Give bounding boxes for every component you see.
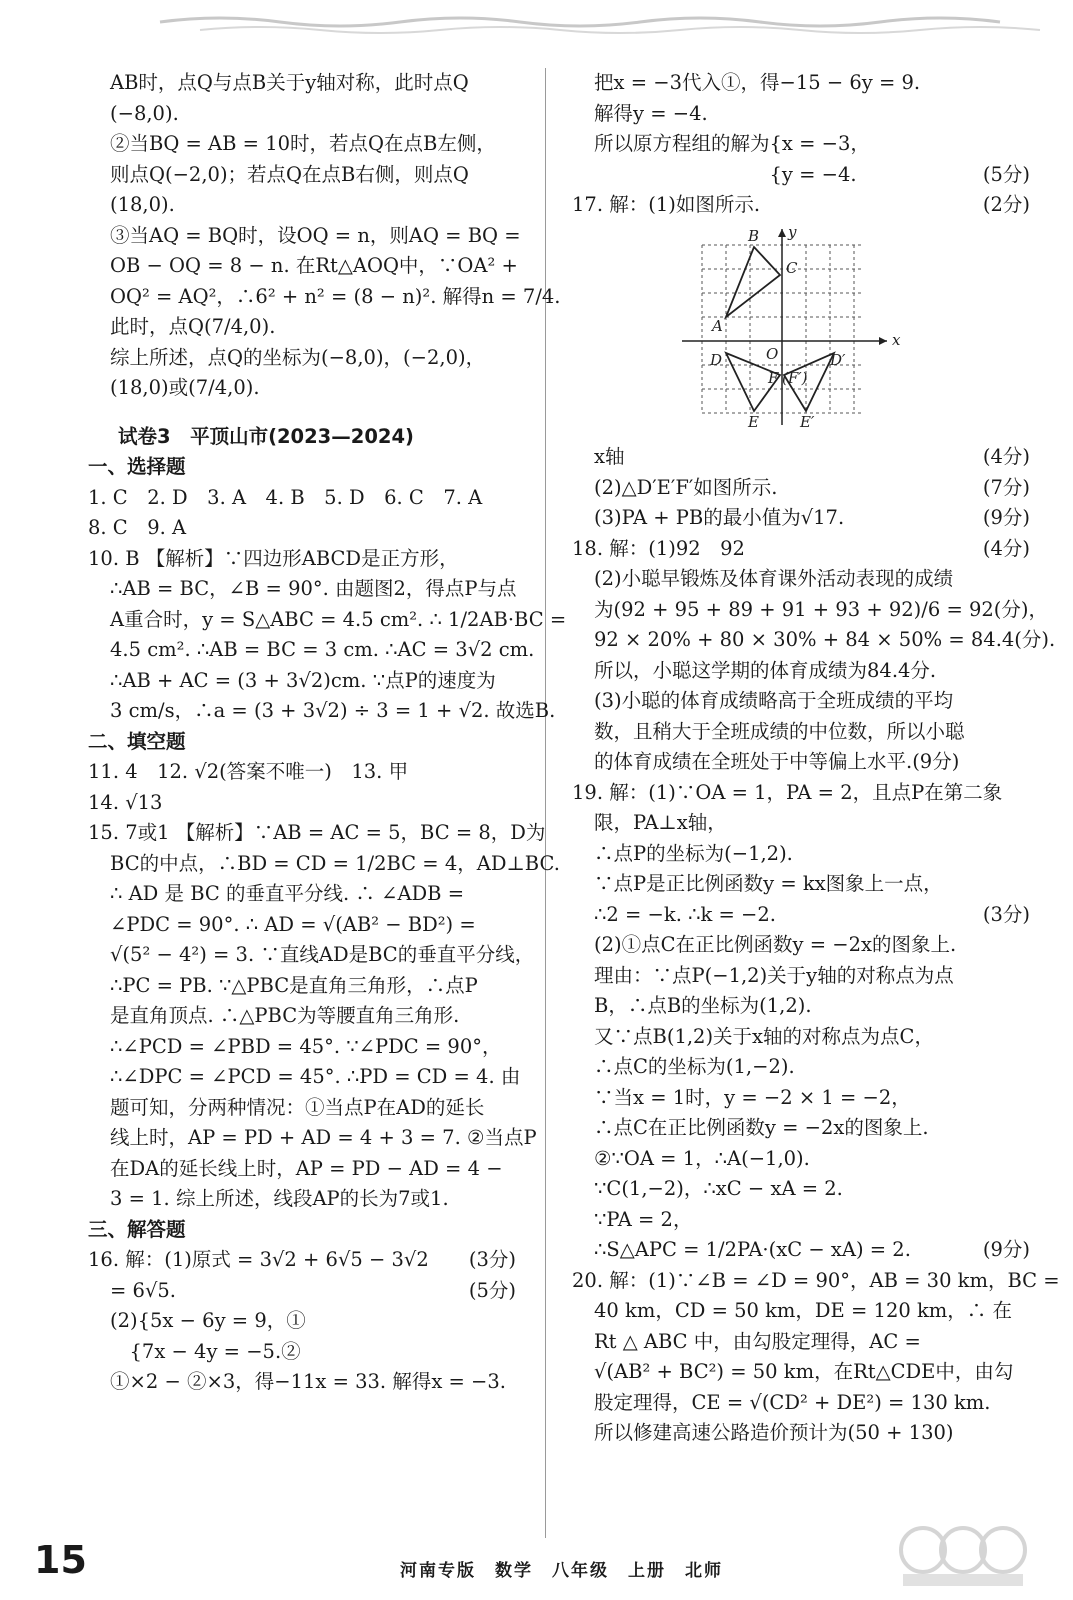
line-text: ∴AB + AC = (3 + 3√2)cm. ∵点P的速度为 bbox=[110, 668, 496, 692]
text-line bbox=[572, 686, 1030, 717]
text-line bbox=[88, 1123, 537, 1154]
line-text: 三、解答题 bbox=[88, 1217, 186, 1241]
score-mark: (5分) bbox=[468, 1278, 516, 1302]
text-line bbox=[572, 1327, 1030, 1358]
text-line bbox=[572, 1144, 1030, 1175]
text-line bbox=[572, 160, 1030, 191]
text-line bbox=[572, 534, 1030, 565]
line-text: ③当AQ = BQ时，设OQ = n，则AQ = BQ = bbox=[110, 223, 521, 247]
text-line bbox=[88, 1184, 516, 1215]
text-line bbox=[88, 1337, 516, 1368]
line-text: 又∵点B(1,2)关于x轴的对称点为点C， bbox=[594, 1024, 934, 1048]
text-line bbox=[572, 503, 1030, 534]
line-text: ∠PDC = 90°. ∴ AD = √(AB² − BD²) = bbox=[110, 912, 476, 936]
line-text: {y = −4. bbox=[594, 162, 857, 186]
text-line bbox=[572, 991, 1030, 1022]
line-text: 是直角顶点. ∴△PBC为等腰直角三角形. bbox=[110, 1004, 460, 1027]
text-line bbox=[88, 1093, 516, 1124]
score-mark: (3分) bbox=[982, 902, 1030, 926]
line-text: 数，且稍大于全班成绩的中位数，所以小聪 bbox=[594, 719, 965, 743]
text-line bbox=[88, 452, 516, 483]
label-x-axis: x bbox=[892, 330, 901, 349]
line-text: 线上时，AP = PD + AD = 4 + 3 = 7. ②当点P bbox=[110, 1126, 537, 1149]
line-text: 所以修建高速公路造价预计为(50 + 130) bbox=[594, 1421, 954, 1444]
line-text: ∴∠DPC = ∠PCD = 45°. ∴PD = CD = 4. 由 bbox=[110, 1065, 521, 1088]
text-line bbox=[88, 696, 556, 727]
line-text: 15. 7或1 【解析】∵AB = AC = 5，BC = 8，D为 bbox=[88, 821, 546, 844]
text-line bbox=[572, 129, 1030, 160]
label-F: F bbox=[768, 368, 779, 387]
text-line bbox=[88, 666, 516, 697]
line-text: (2){5x − 6y = 9，① bbox=[110, 1309, 306, 1332]
label-B: B bbox=[748, 226, 760, 245]
score-mark: (4分) bbox=[982, 536, 1030, 560]
line-text: 20. 解：(1)∵∠B = ∠D = 90°，AB = 30 km，BC = bbox=[572, 1268, 1060, 1292]
line-text: ∵PA = 2， bbox=[594, 1207, 693, 1231]
text-line bbox=[88, 849, 560, 880]
line-text: 16. 解：(1)原式 = 3√2 + 6√5 − 3√2 bbox=[88, 1248, 429, 1271]
line-text: (3)PA + PB的最小值为√17. bbox=[594, 506, 845, 529]
label-O: O bbox=[766, 344, 779, 363]
line-text: 在DA的延长线上时，AP = PD − AD = 4 − bbox=[110, 1156, 503, 1180]
line-text: ②当BQ = AB = 10时，若点Q在点B左侧， bbox=[110, 132, 496, 155]
text-line bbox=[572, 1296, 1030, 1327]
score-mark: (3分) bbox=[468, 1248, 516, 1271]
text-line bbox=[88, 544, 516, 575]
text-line bbox=[572, 1235, 1030, 1266]
text-line bbox=[88, 373, 516, 404]
text-line bbox=[572, 961, 1030, 992]
line-text: 11. 4 12. √2(答案不唯一) 13. 甲 bbox=[88, 760, 409, 783]
line-text: 4.5 cm². ∴AB = BC = 3 cm. ∴AC = 3√2 cm. bbox=[110, 638, 535, 661]
line-text: (2)小聪早锻炼及体育课外活动表现的成绩 bbox=[594, 567, 954, 590]
line-text: ∴点C在正比例函数y = −2x的图象上. bbox=[594, 1116, 929, 1139]
text-line bbox=[88, 99, 516, 130]
line-text: 为(92 + 95 + 89 + 91 + 93 + 92)/6 = 92(分)， bbox=[594, 597, 1049, 621]
text-line bbox=[572, 564, 1030, 595]
text-line bbox=[88, 1276, 516, 1307]
text-line bbox=[88, 605, 567, 636]
line-text: {7x − 4y = −5.② bbox=[110, 1339, 301, 1363]
line-text: 所以，小聪这学期的体育成绩为84.4分. bbox=[594, 658, 937, 682]
line-text: ①×2 − ②×3，得−11x = 33. 解得x = −3. bbox=[110, 1370, 506, 1393]
line-text: (3)小聪的体育成绩略高于全班成绩的平均 bbox=[594, 689, 954, 712]
line-text: ∴2 = −k. ∴k = −2. bbox=[594, 902, 777, 926]
left-column bbox=[88, 68, 567, 1398]
text-line bbox=[88, 343, 516, 374]
text-line bbox=[88, 251, 516, 282]
label-C: C bbox=[786, 258, 798, 277]
line-text: OQ² = AQ²，∴6² + n² = (8 − n)². 解得n = 7/4. bbox=[110, 284, 561, 308]
text-line bbox=[572, 473, 1030, 504]
line-text: 二、填空题 bbox=[88, 729, 186, 753]
text-line bbox=[572, 442, 1030, 473]
label-E: E bbox=[748, 412, 759, 431]
text-line bbox=[572, 747, 1030, 778]
text-line bbox=[88, 129, 516, 160]
line-text: ∴ AD 是 BC 的垂直平分线. ∴ ∠ADB = bbox=[110, 882, 465, 905]
score-mark: (9分) bbox=[982, 1238, 1030, 1261]
text-line bbox=[572, 68, 1030, 99]
line-text: ②∵OA = 1，∴A(−1,0). bbox=[594, 1146, 810, 1170]
line-text: 18. 解：(1)92 92 bbox=[572, 536, 745, 560]
line-text: 19. 解：(1)∵OA = 1，PA = 2，且点P在第二象 bbox=[572, 780, 1003, 804]
text-line bbox=[88, 1367, 516, 1398]
text-line bbox=[88, 757, 516, 788]
label-F-prime: (F′) bbox=[782, 368, 808, 387]
line-text: 10. B 【解析】∵四边形ABCD是正方形， bbox=[88, 546, 459, 570]
label-D: D bbox=[710, 350, 723, 369]
line-text: x轴 bbox=[594, 445, 625, 468]
line-text: √(5² − 4²) = 3. ∵直线AD是BC的垂直平分线， bbox=[110, 943, 535, 966]
text-line bbox=[572, 1266, 1060, 1297]
line-text: A重合时，y = S△ABC = 4.5 cm². ∴ 1/2AB·BC = bbox=[110, 607, 567, 631]
text-line bbox=[88, 221, 521, 252]
line-text: 92 × 20% + 80 × 30% + 84 × 50% = 84.4(分). bbox=[594, 628, 1056, 651]
text-line bbox=[572, 900, 1030, 931]
label-y-axis: y bbox=[788, 222, 797, 241]
line-text: 题可知，分两种情况：①当点P在AD的延长 bbox=[110, 1095, 485, 1119]
line-text: (−8,0). bbox=[110, 101, 179, 125]
line-text: 则点Q(−2,0)；若点Q在点B右侧，则点Q bbox=[110, 162, 469, 186]
line-text: OB − OQ = 8 − n. 在Rt△AOQ中，∵OA² + bbox=[110, 254, 518, 277]
text-line bbox=[88, 160, 516, 191]
text-line bbox=[572, 1052, 1030, 1083]
score-mark: (4分) bbox=[982, 445, 1030, 468]
line-text: ∴AB = BC，∠B = 90°. 由题图2，得点P与点 bbox=[110, 577, 517, 600]
text-line bbox=[572, 717, 1030, 748]
text-line bbox=[88, 788, 516, 819]
text-line bbox=[88, 727, 516, 758]
line-text: (2)△D′E′F′如图所示. bbox=[594, 475, 778, 499]
line-text: ∴S△APC = 1/2PA·(xC − xA) = 2. bbox=[594, 1238, 911, 1261]
line-text: ∴PC = PB. ∵△PBC是直角三角形，∴点P bbox=[110, 973, 478, 997]
text-line bbox=[572, 1388, 1030, 1419]
text-line bbox=[88, 635, 535, 666]
text-line bbox=[88, 513, 516, 544]
line-text: 此时，点Q(7/4,0). bbox=[110, 315, 276, 338]
text-line bbox=[88, 312, 516, 343]
text-line bbox=[572, 99, 1030, 130]
text-line bbox=[572, 1357, 1030, 1388]
line-text: 所以原方程组的解为{x = −3， bbox=[594, 132, 870, 155]
line-text: 一、选择题 bbox=[88, 455, 186, 478]
text-line bbox=[572, 625, 1056, 656]
line-text: ∵当x = 1时，y = −2 × 1 = −2， bbox=[594, 1085, 911, 1109]
text-line bbox=[88, 1306, 516, 1337]
line-text: 解得y = −4. bbox=[594, 101, 708, 125]
text-line bbox=[88, 1032, 516, 1063]
text-line bbox=[88, 971, 516, 1002]
score-mark: (2分) bbox=[982, 193, 1030, 216]
footer-text: 河南专版 数学 八年级 上册 北师 bbox=[400, 1561, 723, 1581]
watermark-logo bbox=[893, 1520, 1033, 1590]
line-text: ∴∠PCD = ∠PBD = 45°. ∵∠PDC = 90°， bbox=[110, 1034, 502, 1058]
text-line bbox=[88, 1154, 516, 1185]
text-line bbox=[572, 839, 1030, 870]
line-text: 限，PA⊥x轴， bbox=[594, 811, 727, 834]
line-text: √(AB² + BC²) = 50 km，在Rt△CDE中，由勾 bbox=[594, 1360, 1014, 1383]
text-line bbox=[88, 1245, 516, 1276]
text-line bbox=[572, 1022, 1030, 1053]
text-line bbox=[572, 1174, 1030, 1205]
line-text: B，∴点B的坐标为(1,2). bbox=[594, 994, 812, 1017]
line-text: (18,0)或(7/4,0). bbox=[110, 376, 260, 399]
text-line bbox=[88, 190, 516, 221]
text-line bbox=[88, 940, 535, 971]
score-mark: (7分) bbox=[982, 475, 1030, 499]
text-line bbox=[88, 818, 546, 849]
coordinate-figure bbox=[682, 222, 922, 431]
text-line bbox=[572, 1205, 1030, 1236]
text-line bbox=[88, 879, 516, 910]
line-text: 把x = −3代入①，得−15 − 6y = 9. bbox=[594, 71, 921, 94]
line-text: (2)①点C在正比例函数y = −2x的图象上. bbox=[594, 933, 957, 956]
line-text: 股定理得，CE = √(CD² + DE²) = 130 km. bbox=[594, 1390, 991, 1414]
text-line bbox=[88, 910, 516, 941]
text-line bbox=[88, 282, 561, 313]
line-text: 综上所述，点Q的坐标为(−8,0)，(−2,0)， bbox=[110, 345, 486, 369]
text-line bbox=[572, 595, 1049, 626]
line-text: 14. √13 bbox=[88, 790, 163, 814]
page-number: 15 bbox=[34, 1538, 87, 1582]
line-text: Rt △ ABC 中，由勾股定理得，AC = bbox=[594, 1329, 921, 1353]
line-text: = 6√5. bbox=[110, 1278, 176, 1302]
header-decoration bbox=[0, 0, 1073, 40]
line-text: 40 km，CD = 50 km，DE = 120 km，∴ 在 bbox=[594, 1299, 1012, 1322]
line-text: AB时，点Q与点B关于y轴对称，此时点Q bbox=[110, 71, 469, 94]
text-line bbox=[572, 656, 1030, 687]
text-line bbox=[572, 1083, 1030, 1114]
line-text: 1. C 2. D 3. A 4. B 5. D 6. C 7. A bbox=[88, 485, 483, 509]
line-text: BC的中点，∴BD = CD = 1/2BC = 4，AD⊥BC. bbox=[110, 851, 560, 875]
line-text: 17. 解：(1)如图所示. bbox=[572, 193, 761, 216]
label-A: A bbox=[712, 316, 723, 335]
line-text: 3 = 1. 综上所述，线段AP的长为7或1. bbox=[110, 1187, 449, 1210]
text-line bbox=[88, 68, 516, 99]
text-line bbox=[88, 574, 516, 605]
line-text: ∵点P是正比例函数y = kx图象上一点， bbox=[594, 872, 943, 895]
text-line bbox=[572, 778, 1030, 809]
line-text: ∵C(1,−2)，∴xC − xA = 2. bbox=[594, 1177, 843, 1200]
right-column bbox=[572, 68, 1060, 1449]
label-E-prime: E′ bbox=[800, 412, 815, 431]
text-line bbox=[88, 1062, 521, 1093]
text-line bbox=[88, 1001, 516, 1032]
text-line bbox=[88, 483, 516, 514]
text-line bbox=[88, 1215, 516, 1246]
text-line bbox=[572, 930, 1030, 961]
line-text: 理由：∵点P(−1,2)关于y轴的对称点为点 bbox=[594, 963, 954, 987]
line-text: 的体育成绩在全班处于中等偏上水平.(9分) bbox=[594, 750, 960, 773]
paper-title: 试卷3 平顶山市(2023—2024) bbox=[118, 424, 414, 448]
line-text: ∴点P的坐标为(−1,2). bbox=[594, 841, 793, 865]
text-line bbox=[572, 1418, 1030, 1449]
score-mark: (5分) bbox=[982, 162, 1030, 186]
label-D-prime: D′ bbox=[830, 350, 846, 369]
line-text: 8. C 9. A bbox=[88, 516, 187, 539]
text-line bbox=[572, 808, 1030, 839]
line-text: (18,0). bbox=[110, 193, 175, 216]
score-mark: (9分) bbox=[982, 506, 1030, 529]
text-line bbox=[572, 1113, 1030, 1144]
line-text: ∴点C的坐标为(1,−2). bbox=[594, 1055, 795, 1078]
line-text: 3 cm/s，∴a = (3 + 3√2) ÷ 3 = 1 + √2. 故选B. bbox=[110, 699, 556, 722]
text-line bbox=[572, 190, 1030, 221]
text-line bbox=[572, 869, 1030, 900]
